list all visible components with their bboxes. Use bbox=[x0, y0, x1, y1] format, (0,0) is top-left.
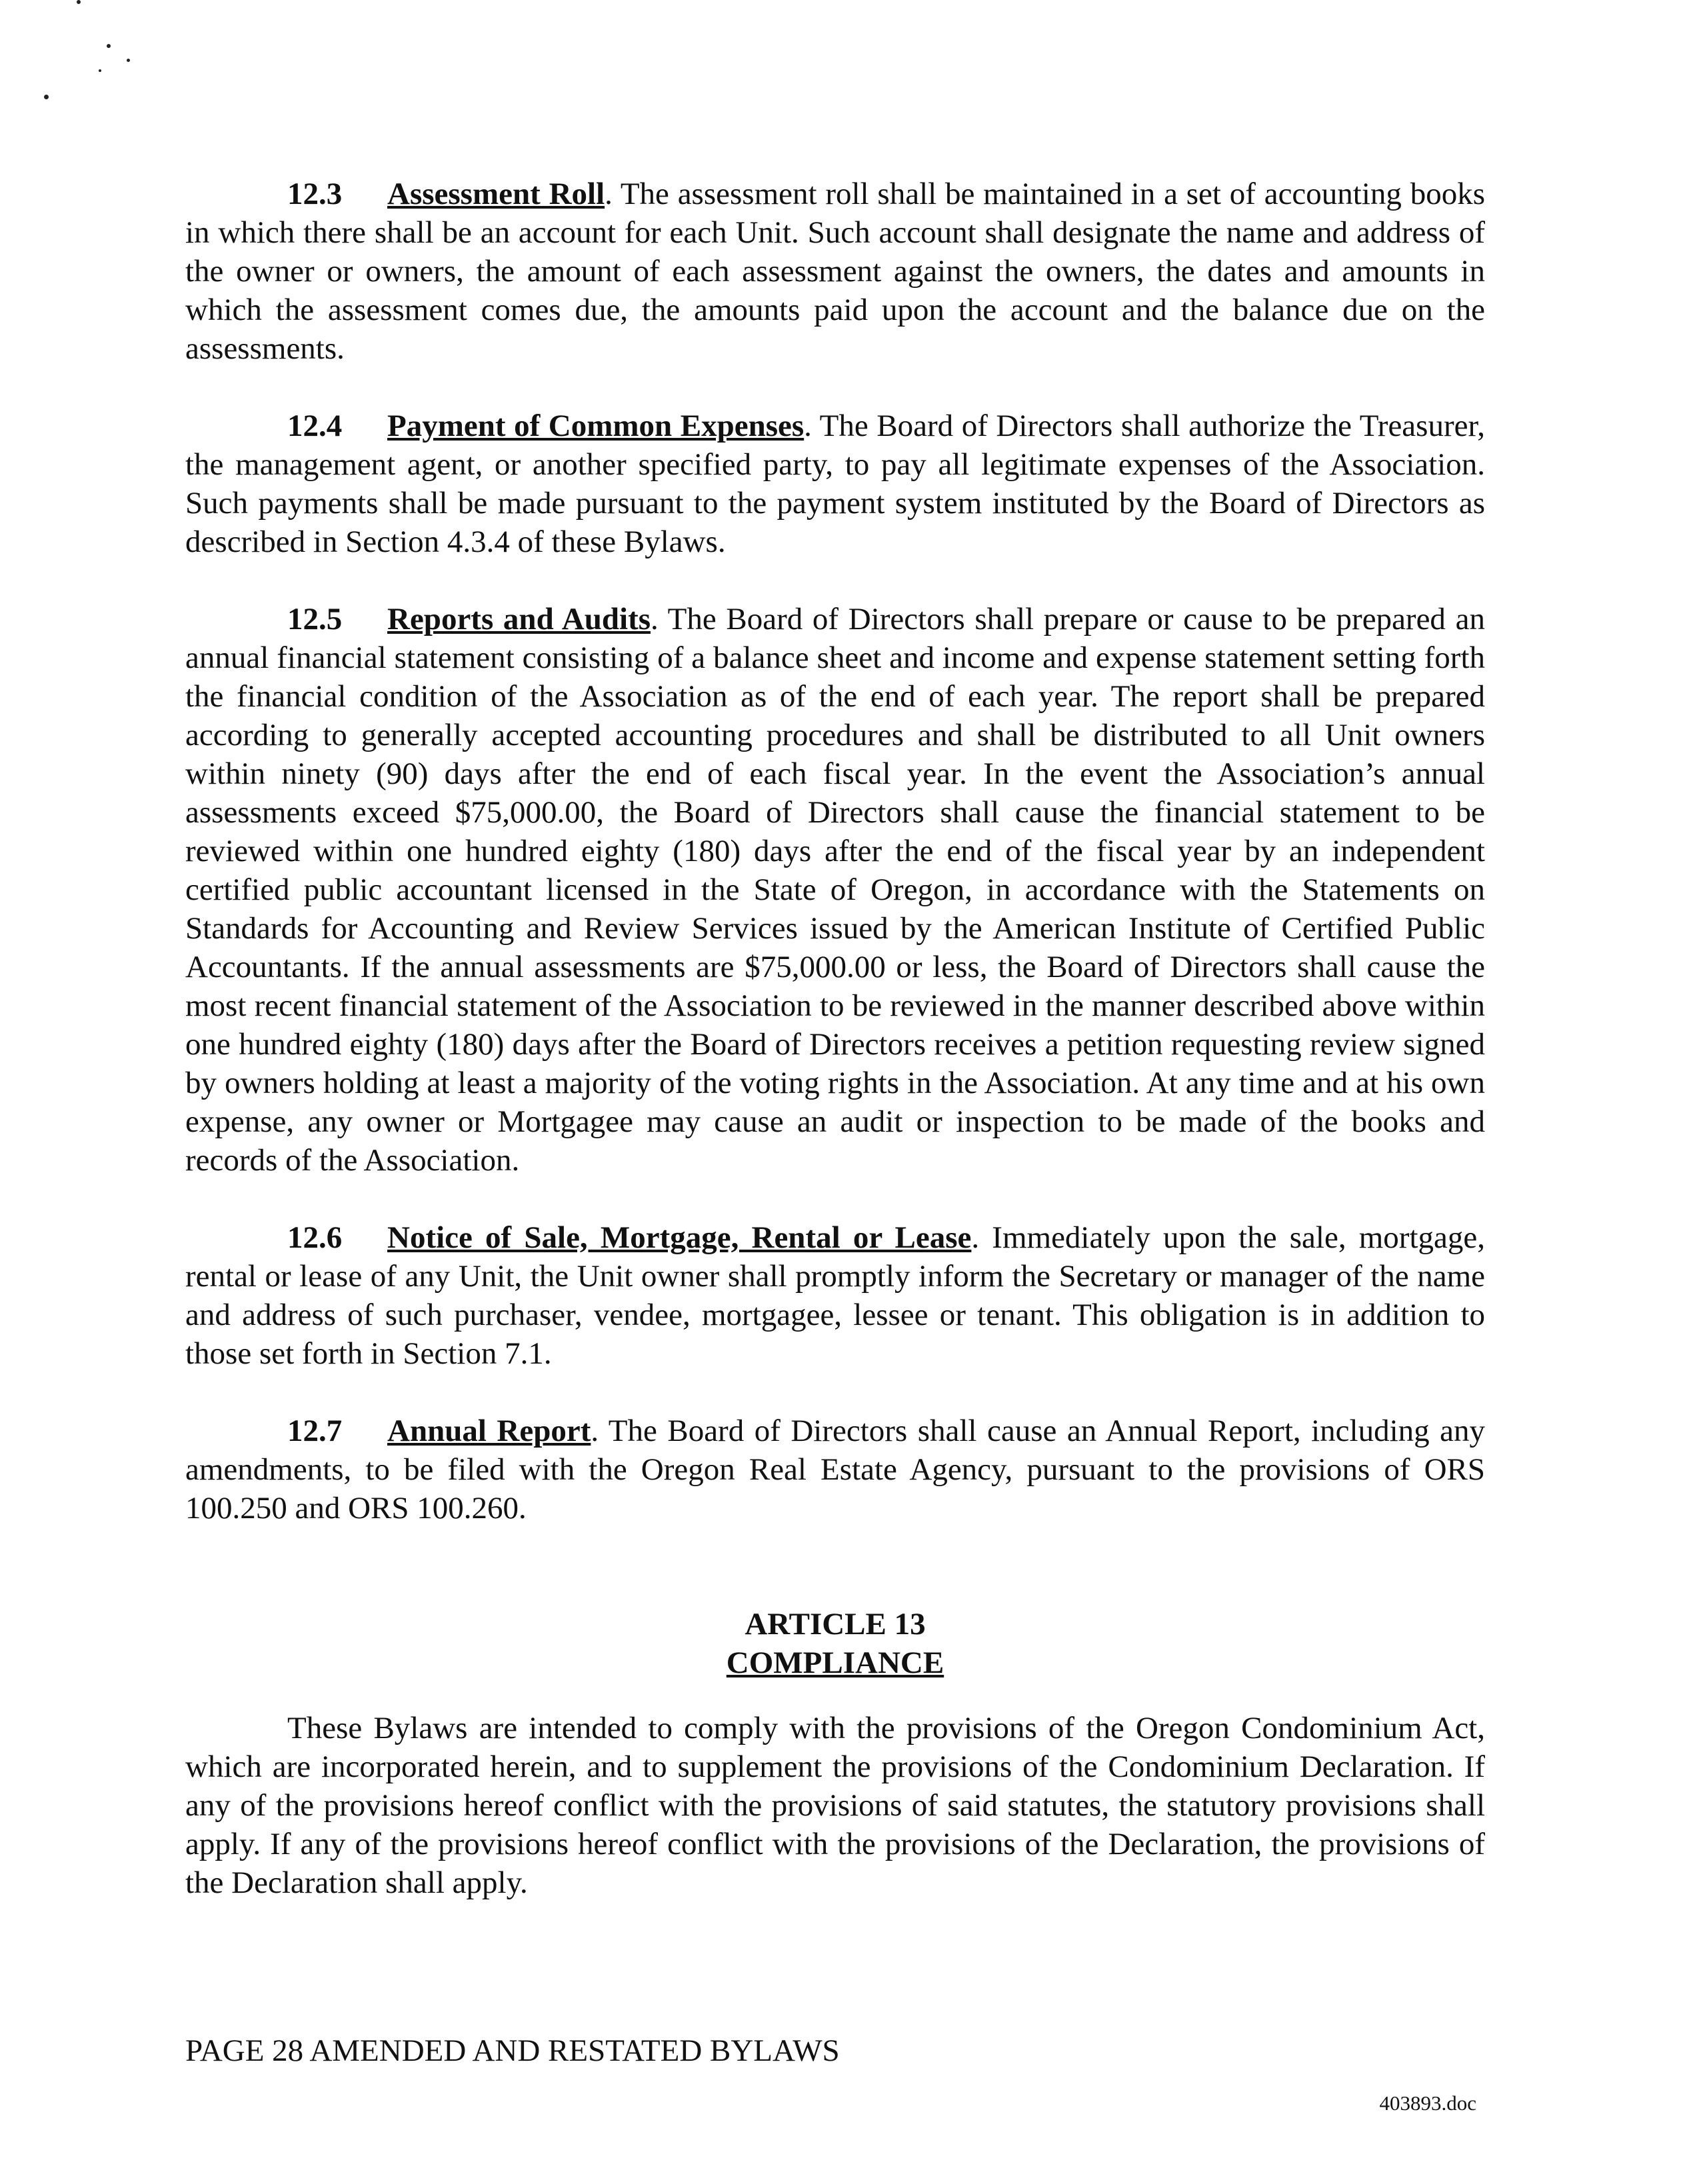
scan-speck bbox=[44, 95, 49, 99]
section-heading: Assessment Roll bbox=[387, 177, 605, 211]
scan-speck bbox=[99, 69, 101, 72]
compliance-paragraph: These Bylaws are intended to comply with the provisions of the Oregon Condominium Act, which are incorporated herein, and to supplement the provisions of the Condominium Declaration. If any of the provisions hereof conflict with the provisions of said statutes, the statutory provisions shall apply. If any of the provisions hereof conflict with the provisions of the Declaration, the provisions of the Declaration shall apply. bbox=[185, 1711, 1485, 1900]
section-body: Immediately upon the sale, mortgage, rental or lease of any Unit, the Unit owner shall promptly inform the Secretary or manager of the name and address of such purchaser, vendee, mortgagee, lessee or tenant. This obligation is in addition to those set forth in Section 7.1. bbox=[185, 1220, 1485, 1371]
section-number: 12.6 bbox=[287, 1220, 343, 1255]
article-heading bbox=[185, 1605, 1485, 1682]
section-number: 12.3 bbox=[287, 177, 343, 211]
heading-period: . bbox=[651, 602, 659, 636]
article-number: ARTICLE 13 bbox=[745, 1607, 926, 1641]
section-body: The Board of Directors shall cause an Annual Report, including any amendments, to be filed with the Oregon Real Estate Agency, pursuant to the provisions of ORS 100.250 and ORS 100.260. bbox=[185, 1414, 1486, 1526]
section-body: The Board of Directors shall authorize the Treasurer, the management agent, or another specified party, to pay all legitimate expenses of the Association. Such payments shall be made pursuant to the payment system instituted by the Board of Directors as described in Section 4.3.4 of these Bylaws. bbox=[185, 409, 1485, 559]
section-12-4 bbox=[185, 407, 1485, 561]
article-title: COMPLIANCE bbox=[726, 1645, 944, 1680]
section-heading: Payment of Common Expenses bbox=[387, 409, 805, 443]
document-body bbox=[185, 175, 1485, 1941]
section-number: 12.7 bbox=[287, 1414, 343, 1448]
section-body: The assessment roll shall be maintained in a set of accounting books in which there shall be an account for each Unit. Such account shall designate the name and address of the owner or owners, the amount of each assessment against the owners, the dates and amounts in which the assessment comes due, the amounts paid upon the account and the balance due on the assessments. bbox=[185, 177, 1485, 366]
section-body: The Board of Directors shall prepare or cause to be prepared an annual financial statement consisting of a balance sheet and income and expense statement setting forth the financial condition of the Association as of the end of each year. The report shall be prepared according to generally accepted accounting procedures and shall be distributed to all Unit owners within ninety (90) days after the end of each fiscal year. In the event the Association’s annual assessments exceed $75,000.00, the Board of Directors shall cause the financial statement to be reviewed within one hundred eighty (180) days after the end of the fiscal year by an independent certified public accountant licensed in the State of Oregon, in accordance with the Statements on Standards for Accounting and Review Services issued by the American Institute of Certified Public Accountants. If the annual assessments are $75,000.00 or less, the Board of Directors shall cause the most recent financial statement of the Association to be reviewed in the manner described above within one hundred eighty (180) days after the Board of Directors receives a petition requesting review signed by owners holding at least a majority of the voting rights in the Association. At any time and at his own expense, any owner or Mortgagee may cause an audit or inspection to be made of the books and records of the Association. bbox=[185, 602, 1485, 1178]
scan-speck bbox=[107, 44, 111, 48]
heading-period: . bbox=[591, 1414, 599, 1448]
scan-speck bbox=[77, 0, 81, 4]
heading-period: . bbox=[605, 177, 613, 211]
heading-period: . bbox=[804, 409, 812, 443]
scan-speck bbox=[127, 59, 130, 62]
document-id: 403893.doc bbox=[1379, 2091, 1476, 2115]
section-12-5 bbox=[185, 600, 1485, 1180]
section-number: 12.5 bbox=[287, 602, 343, 636]
section-12-3 bbox=[185, 175, 1485, 368]
section-number: 12.4 bbox=[287, 409, 343, 443]
section-12-6 bbox=[185, 1218, 1485, 1373]
section-heading: Notice of Sale, Mortgage, Rental or Lease bbox=[387, 1220, 972, 1255]
heading-period: . bbox=[971, 1220, 980, 1255]
section-12-7 bbox=[185, 1412, 1485, 1528]
page-footer-label: PAGE 28 AMENDED AND RESTATED BYLAWS bbox=[185, 2033, 840, 2068]
section-heading: Annual Report bbox=[387, 1414, 591, 1448]
section-heading: Reports and Audits bbox=[387, 602, 651, 636]
